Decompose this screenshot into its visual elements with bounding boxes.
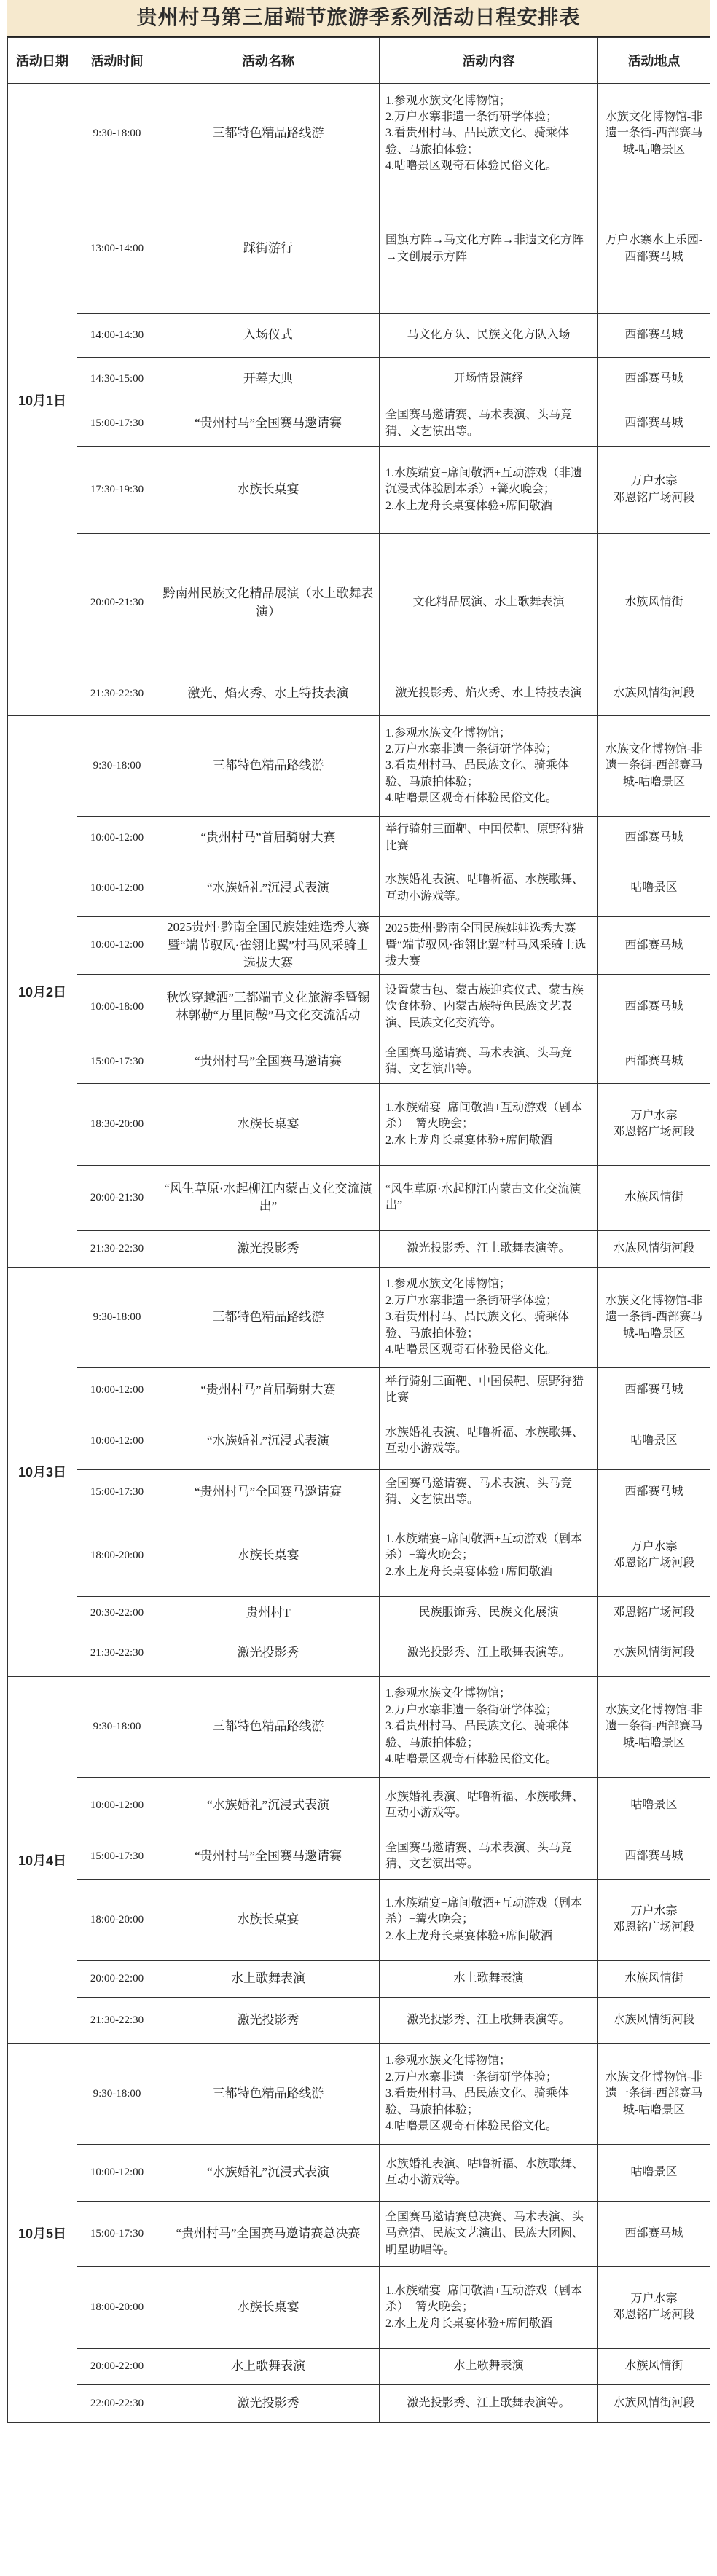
activity-content: 马文化方队、民族文化方队入场: [380, 314, 598, 358]
activity-name: 激光投影秀: [157, 2384, 380, 2422]
activity-time: 9:30-18:00: [77, 1676, 157, 1777]
activity-content: 1.参观水族文化博物馆； 2.万户水寨非遗一条街研学体验； 3.看贵州村马、品民族文化、骑乘体验、马旅拍体验； 4.咕噜景区观奇石体验民俗文化。: [380, 84, 598, 184]
schedule-row: [8, 2043, 710, 2144]
activity-time: 10:00-12:00: [77, 2144, 157, 2201]
activity-time: 18:00-20:00: [77, 2266, 157, 2348]
schedule-row: [8, 1596, 710, 1630]
activity-time: 20:30-22:00: [77, 1596, 157, 1630]
activity-name: 踩街游行: [157, 184, 380, 314]
page-title: 贵州村马第三届端节旅游季系列活动日程安排表: [7, 0, 710, 37]
activity-name: “贵州村马”全国赛马邀请赛: [157, 1834, 380, 1879]
activity-time: 21:30-22:30: [77, 1230, 157, 1267]
schedule-row: [8, 1630, 710, 1676]
schedule-row: [8, 2201, 710, 2266]
activity-name: 2025贵州·黔南全国民族娃娃选秀大赛暨“端节驭风·雀翎比翼”村马风采骑士选拔大赛: [157, 917, 380, 975]
activity-time: 10:00-12:00: [77, 817, 157, 860]
activity-location: 水族文化博物馆-非遗一条街-西部赛马城-咕噜景区: [598, 84, 710, 184]
schedule-row: [8, 1469, 710, 1515]
activity-location: 西部赛马城: [598, 401, 710, 447]
activity-name: 三都特色精品路线游: [157, 1267, 380, 1367]
activity-name: “水族婚礼”沉浸式表演: [157, 1413, 380, 1469]
schedule-row: [8, 1997, 710, 2043]
activity-content: 1.水族端宴+席间敬酒+互动游戏（剧本杀）+篝火晚会； 2.水上龙舟长桌宴体验+席间敬酒: [380, 1515, 598, 1596]
activity-content: 水族婚礼表演、咕噜祈福、水族歌舞、互动小游戏等。: [380, 2144, 598, 2201]
activity-content: 文化精品展演、水上歌舞表演: [380, 534, 598, 672]
schedule-row: [8, 1230, 710, 1267]
activity-location: 西部赛马城: [598, 1469, 710, 1515]
header-row: [8, 38, 710, 84]
activity-date: 10月4日: [8, 1676, 77, 2043]
activity-time: 20:00-22:00: [77, 1960, 157, 1997]
activity-location: 西部赛马城: [598, 817, 710, 860]
activity-time: 10:00-12:00: [77, 1777, 157, 1834]
activity-time: 18:00-20:00: [77, 1879, 157, 1960]
schedule-row: [8, 672, 710, 716]
activity-location: 水族文化博物馆-非遗一条街-西部赛马城-咕噜景区: [598, 1676, 710, 1777]
header-name: 活动名称: [157, 38, 380, 84]
activity-content: 2025贵州·黔南全国民族娃娃选秀大赛暨“端节驭风·雀翎比翼”村马风采骑士选拔大赛: [380, 917, 598, 975]
activity-time: 21:30-22:30: [77, 1630, 157, 1676]
schedule-row: [8, 817, 710, 860]
activity-date: 10月5日: [8, 2043, 77, 2422]
activity-name: “贵州村马”全国赛马邀请赛: [157, 1469, 380, 1515]
activity-name: “水族婚礼”沉浸式表演: [157, 1777, 380, 1834]
schedule-row: [8, 184, 710, 314]
schedule-row: [8, 974, 710, 1040]
activity-location: 水族风情街: [598, 534, 710, 672]
schedule-table: [7, 37, 710, 2423]
activity-content: 水族婚礼表演、咕噜祈福、水族歌舞、互动小游戏等。: [380, 1413, 598, 1469]
activity-time: 22:00-22:30: [77, 2384, 157, 2422]
activity-name: 黔南州民族文化精品展演（水上歌舞表演）: [157, 534, 380, 672]
activity-location: 水族文化博物馆-非遗一条街-西部赛马城-咕噜景区: [598, 2043, 710, 2144]
activity-content: 全国赛马邀请赛、马术表演、头马竞猜、文艺演出等。: [380, 1834, 598, 1879]
activity-location: 水族风情街河段: [598, 1630, 710, 1676]
schedule-row: [8, 1515, 710, 1596]
activity-name: 水族长桌宴: [157, 447, 380, 534]
activity-content: 水族婚礼表演、咕噜祈福、水族歌舞、互动小游戏等。: [380, 860, 598, 917]
activity-content: 全国赛马邀请赛总决赛、马术表演、头马竞猜、民族文艺演出、民族大团圆、明星助唱等。: [380, 2201, 598, 2266]
schedule-row: [8, 401, 710, 447]
schedule-row: [8, 358, 710, 401]
activity-location: 水族风情街河段: [598, 2384, 710, 2422]
activity-name: 三都特色精品路线游: [157, 716, 380, 817]
header-location: 活动地点: [598, 38, 710, 84]
activity-date: 10月2日: [8, 716, 77, 1268]
activity-content: 举行骑射三面靶、中国侯靶、原野狩猎比赛: [380, 1367, 598, 1413]
activity-content: 激光投影秀、江上歌舞表演等。: [380, 1630, 598, 1676]
activity-name: 秋饮穿越洒”三都端节文化旅游季暨锡林郭勒“万里同鞍”马文化交流活动: [157, 974, 380, 1040]
activity-time: 15:00-17:30: [77, 2201, 157, 2266]
activity-time: 15:00-17:30: [77, 1040, 157, 1083]
activity-time: 10:00-12:00: [77, 860, 157, 917]
activity-content: 1.水族端宴+席间敬酒+互动游戏（剧本杀）+篝火晚会； 2.水上龙舟长桌宴体验+席间敬酒: [380, 1083, 598, 1165]
activity-location: 西部赛马城: [598, 974, 710, 1040]
activity-location: 西部赛马城: [598, 358, 710, 401]
activity-location: 咕噜景区: [598, 1413, 710, 1469]
activity-time: 20:00-21:30: [77, 1165, 157, 1230]
activity-time: 9:30-18:00: [77, 716, 157, 817]
schedule-row: [8, 716, 710, 817]
activity-time: 15:00-17:30: [77, 401, 157, 447]
activity-location: 西部赛马城: [598, 1834, 710, 1879]
activity-content: 1.水族端宴+席间敬酒+互动游戏（非遗沉浸式体验剧本杀）+篝火晚会； 2.水上龙舟长桌宴体验+席间敬酒: [380, 447, 598, 534]
activity-content: 激光投影秀、江上歌舞表演等。: [380, 1997, 598, 2043]
activity-location: 邓恩铭广场河段: [598, 1596, 710, 1630]
activity-time: 15:00-17:30: [77, 1469, 157, 1515]
activity-time: 21:30-22:30: [77, 672, 157, 716]
activity-time: 14:00-14:30: [77, 314, 157, 358]
activity-name: “水族婚礼”沉浸式表演: [157, 2144, 380, 2201]
activity-location: 万户水寨 邓恩铭广场河段: [598, 1515, 710, 1596]
schedule-row: [8, 1267, 710, 1367]
activity-name: 水上歌舞表演: [157, 1960, 380, 1997]
activity-date: 10月3日: [8, 1267, 77, 1676]
schedule-row: [8, 2266, 710, 2348]
schedule-page: [7, 0, 710, 2423]
activity-location: 咕噜景区: [598, 2144, 710, 2201]
activity-content: 1.参观水族文化博物馆； 2.万户水寨非遗一条街研学体验； 3.看贵州村马、品民族文化、骑乘体验、马旅拍体验； 4.咕噜景区观奇石体验民俗文化。: [380, 1267, 598, 1367]
activity-name: “贵州村马”首届骑射大赛: [157, 817, 380, 860]
activity-location: 水族风情街: [598, 1960, 710, 1997]
activity-location: 西部赛马城: [598, 314, 710, 358]
activity-time: 10:00-12:00: [77, 917, 157, 975]
activity-time: 18:30-20:00: [77, 1083, 157, 1165]
activity-content: 水上歌舞表演: [380, 1960, 598, 1997]
activity-time: 18:00-20:00: [77, 1515, 157, 1596]
schedule-row: [8, 534, 710, 672]
activity-name: 激光、焰火秀、水上特技表演: [157, 672, 380, 716]
activity-time: 21:30-22:30: [77, 1997, 157, 2043]
activity-location: 西部赛马城: [598, 2201, 710, 2266]
activity-location: 水族文化博物馆-非遗一条街-西部赛马城-咕噜景区: [598, 1267, 710, 1367]
activity-location: 水族风情街河段: [598, 1997, 710, 2043]
activity-content: 激光投影秀、江上歌舞表演等。: [380, 2384, 598, 2422]
schedule-row: [8, 84, 710, 184]
schedule-row: [8, 2144, 710, 2201]
activity-location: 咕噜景区: [598, 860, 710, 917]
activity-name: “水族婚礼”沉浸式表演: [157, 860, 380, 917]
activity-time: 20:00-21:30: [77, 534, 157, 672]
schedule-row: [8, 1834, 710, 1879]
activity-time: 14:30-15:00: [77, 358, 157, 401]
activity-location: 西部赛马城: [598, 917, 710, 975]
activity-name: 三都特色精品路线游: [157, 1676, 380, 1777]
activity-content: 1.参观水族文化博物馆； 2.万户水寨非遗一条街研学体验； 3.看贵州村马、品民族文化、骑乘体验、马旅拍体验； 4.咕噜景区观奇石体验民俗文化。: [380, 716, 598, 817]
schedule-row: [8, 2384, 710, 2422]
activity-content: “风生草原·水起柳江内蒙古文化交流演出”: [380, 1165, 598, 1230]
schedule-row: [8, 447, 710, 534]
activity-time: 17:30-19:30: [77, 447, 157, 534]
activity-location: 水族风情街河段: [598, 672, 710, 716]
activity-name: 激光投影秀: [157, 1630, 380, 1676]
activity-time: 13:00-14:00: [77, 184, 157, 314]
activity-name: “风生草原·水起柳江内蒙古文化交流演出”: [157, 1165, 380, 1230]
activity-name: “贵州村马”全国赛马邀请赛: [157, 401, 380, 447]
activity-location: 万户水寨 邓恩铭广场河段: [598, 2266, 710, 2348]
activity-name: “贵州村马”首届骑射大赛: [157, 1367, 380, 1413]
activity-content: 举行骑射三面靶、中国侯靶、原野狩猎比赛: [380, 817, 598, 860]
activity-name: 水上歌舞表演: [157, 2348, 380, 2384]
activity-location: 咕噜景区: [598, 1777, 710, 1834]
activity-name: 贵州村T: [157, 1596, 380, 1630]
activity-name: 入场仪式: [157, 314, 380, 358]
activity-content: 激光投影秀、江上歌舞表演等。: [380, 1230, 598, 1267]
activity-content: 国旗方阵→马文化方阵→非遗文化方阵→文创展示方阵: [380, 184, 598, 314]
schedule-row: [8, 917, 710, 975]
header-content: 活动内容: [380, 38, 598, 84]
activity-time: 9:30-18:00: [77, 1267, 157, 1367]
schedule-row: [8, 860, 710, 917]
activity-content: 设置蒙古包、蒙古族迎宾仪式、蒙古族饮食体验、内蒙古族特色民族文艺表演、民族文化交流等。: [380, 974, 598, 1040]
schedule-row: [8, 1777, 710, 1834]
header-date: 活动日期: [8, 38, 77, 84]
schedule-row: [8, 1960, 710, 1997]
schedule-row: [8, 1676, 710, 1777]
activity-name: 水族长桌宴: [157, 1879, 380, 1960]
activity-time: 20:00-22:00: [77, 2348, 157, 2384]
activity-location: 西部赛马城: [598, 1367, 710, 1413]
activity-time: 15:00-17:30: [77, 1834, 157, 1879]
activity-time: 10:00-12:00: [77, 1413, 157, 1469]
activity-content: 水上歌舞表演: [380, 2348, 598, 2384]
activity-name: 激光投影秀: [157, 1997, 380, 2043]
activity-name: 水族长桌宴: [157, 1083, 380, 1165]
activity-content: 1.参观水族文化博物馆； 2.万户水寨非遗一条街研学体验； 3.看贵州村马、品民族文化、骑乘体验、马旅拍体验； 4.咕噜景区观奇石体验民俗文化。: [380, 2043, 598, 2144]
activity-location: 西部赛马城: [598, 1040, 710, 1083]
activity-name: “贵州村马”全国赛马邀请赛总决赛: [157, 2201, 380, 2266]
activity-name: 水族长桌宴: [157, 1515, 380, 1596]
activity-content: 1.参观水族文化博物馆； 2.万户水寨非遗一条街研学体验； 3.看贵州村马、品民族文化、骑乘体验、马旅拍体验； 4.咕噜景区观奇石体验民俗文化。: [380, 1676, 598, 1777]
activity-date: 10月1日: [8, 84, 77, 716]
schedule-row: [8, 1879, 710, 1960]
activity-location: 水族风情街: [598, 2348, 710, 2384]
activity-time: 9:30-18:00: [77, 84, 157, 184]
activity-name: 激光投影秀: [157, 1230, 380, 1267]
activity-location: 万户水寨 邓恩铭广场河段: [598, 1879, 710, 1960]
activity-content: 水族婚礼表演、咕噜祈福、水族歌舞、互动小游戏等。: [380, 1777, 598, 1834]
activity-time: 10:00-18:00: [77, 974, 157, 1040]
activity-location: 水族风情街河段: [598, 1230, 710, 1267]
activity-content: 开场情景演绎: [380, 358, 598, 401]
activity-content: 激光投影秀、焰火秀、水上特技表演: [380, 672, 598, 716]
activity-location: 万户水寨 邓恩铭广场河段: [598, 447, 710, 534]
activity-content: 民族服饰秀、民族文化展演: [380, 1596, 598, 1630]
activity-content: 全国赛马邀请赛、马术表演、头马竞猜、文艺演出等。: [380, 1040, 598, 1083]
activity-time: 9:30-18:00: [77, 2043, 157, 2144]
schedule-row: [8, 1083, 710, 1165]
activity-location: 水族文化博物馆-非遗一条街-西部赛马城-咕噜景区: [598, 716, 710, 817]
activity-content: 全国赛马邀请赛、马术表演、头马竞猜、文艺演出等。: [380, 1469, 598, 1515]
schedule-row: [8, 1413, 710, 1469]
activity-location: 万户水寨 邓恩铭广场河段: [598, 1083, 710, 1165]
activity-name: 开幕大典: [157, 358, 380, 401]
activity-name: 水族长桌宴: [157, 2266, 380, 2348]
activity-name: 三都特色精品路线游: [157, 84, 380, 184]
activity-content: 1.水族端宴+席间敬酒+互动游戏（剧本杀）+篝火晚会； 2.水上龙舟长桌宴体验+席间敬酒: [380, 2266, 598, 2348]
schedule-row: [8, 1040, 710, 1083]
schedule-row: [8, 1165, 710, 1230]
schedule-body: [8, 84, 710, 2423]
activity-name: 三都特色精品路线游: [157, 2043, 380, 2144]
schedule-row: [8, 2348, 710, 2384]
schedule-row: [8, 1367, 710, 1413]
schedule-row: [8, 314, 710, 358]
activity-location: 万户水寨水上乐园-西部赛马城: [598, 184, 710, 314]
header-time: 活动时间: [77, 38, 157, 84]
activity-name: “贵州村马”全国赛马邀请赛: [157, 1040, 380, 1083]
activity-location: 水族风情街: [598, 1165, 710, 1230]
activity-content: 全国赛马邀请赛、马术表演、头马竞猜、文艺演出等。: [380, 401, 598, 447]
activity-content: 1.水族端宴+席间敬酒+互动游戏（剧本杀）+篝火晚会； 2.水上龙舟长桌宴体验+席间敬酒: [380, 1879, 598, 1960]
activity-time: 10:00-12:00: [77, 1367, 157, 1413]
